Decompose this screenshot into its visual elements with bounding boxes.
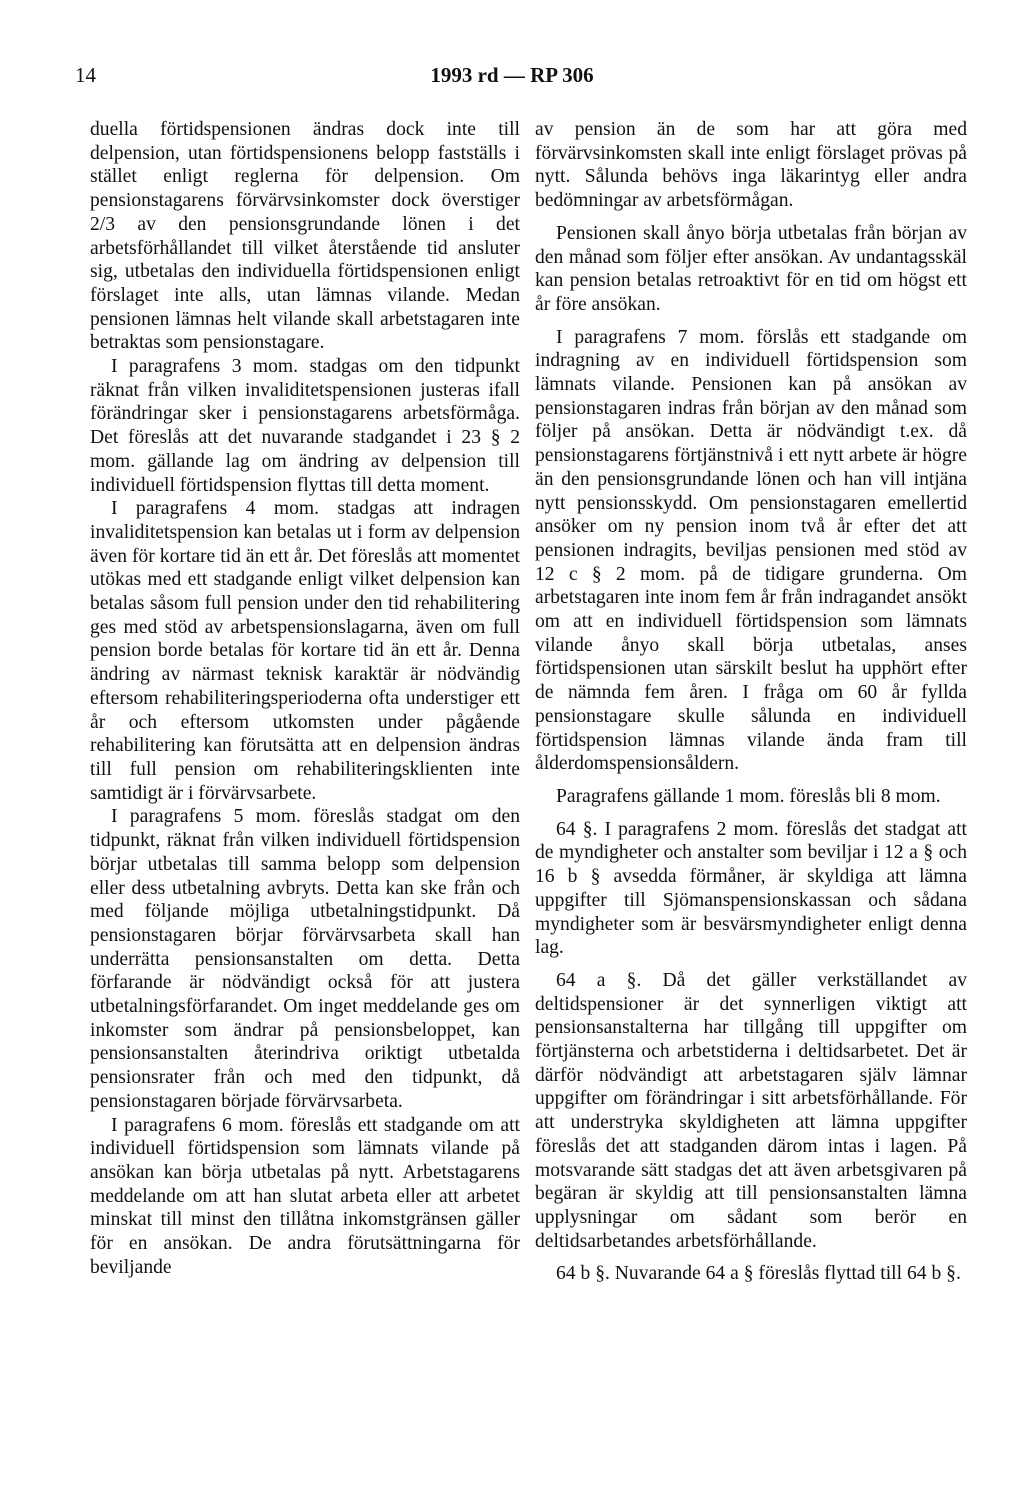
paragraph: 64 §. I paragrafens 2 mom. föreslås det stadgat att de myndigheter och anstalter som beviljar i 12 a § och 16 b § avsedda förmåner, är skyldiga att lämna uppgifter till Sjömanspensionskassan och sådana myndigheter som är besvärsmyndigheter enligt denna lag. [535, 818, 967, 959]
paragraph: I paragrafens 4 mom. stadgas att indragen invaliditetspension kan betalas ut i form av delpension även för kortare tid än ett år. Det föreslås att momentet utökas med ett stadgande enligt vilket delpension kan betalas såsom full pension under den tid rehabilitering ges med stöd av arbetspensionslagarna, även om full pension borde betalas för kortare tid än ett år. Denna ändring av närmast teknisk karaktär är nödvändig eftersom rehabiliteringsperioderna ofta understiger ett år och eftersom utkomsten under pågående rehabilitering kan förutsätta att en delpension ändras till full pension om rehabiliteringsklienten inte samtidigt är i förvärvsarbete. [90, 498, 520, 804]
paragraph: Paragrafens gällande 1 mom. föreslås bli 8 mom. [556, 785, 941, 807]
page-header [75, 63, 949, 93]
paragraph: I paragrafens 5 mom. föreslås stadgat om den tidpunkt, räknat från vilken individuell förtidspension börjar utbetalas till samma belopp som delpension eller dess utbetalning avbryts. Detta kan ske från och med följande möjliga utbetalningstidpunkt. Då pensionstagaren börjar förvärvsarbeta skall han underrätta pensionsanstalten om detta. Detta förfarande är nödvändigt också för att justera utbetalningsförfarandet. Om inget meddelande ges om inkomster som ändrar på pensionsbeloppet, kan pensionsanstalten återindriva oriktigt utbetalda pensionsrater från och med den tidpunkt, då pensionstagaren började förvärvsarbeta. [90, 806, 520, 1112]
paragraph: Pensionen skall ånyo börja utbetalas från början av den månad som följer efter ansökan. Av undantagsskäl kan pension betalas retroaktivt för en tid om högst ett år före ansökan. [535, 222, 967, 315]
paragraph: av pension än de som har att göra med förvärvsinkomsten skall inte enligt förslaget prövas på nytt. Sålunda behövs inga läkarintyg eller andra bedömningar av arbetsförmågan. [535, 119, 967, 212]
paragraph: I paragrafens 3 mom. stadgas om den tidpunkt räknat från vilken invaliditetspensionen justeras ifall förändringar sker i pensionstagarens arbetsförmåga. Det föreslås att det nuvarande stadgandet i 23 § 2 mom. gällande lag om ändring av delpension till individuell förtidspension flyttas till detta moment. [90, 356, 520, 496]
right-column [535, 118, 967, 1286]
document-title: 1993 rd — RP 306 [430, 63, 594, 87]
paragraph: duella förtidspensionen ändras dock inte till delpension, utan förtidspensionens belopp fastställs i stället enligt reglerna för delpension. Om pensionstagarens förvärvsinkomster dock överstiger 2/3 av den pensionsgrundande lönen i det arbetsförhållandet till vilket återstående tid ansluter sig, utbetalas den individuella förtidspensionen enligt förslaget inte alls, utan lämnas vilande. Medan pensionen lämnas helt vilande skall arbetstagaren inte betraktas som pensionstagare. [90, 119, 520, 354]
paragraph: 64 a §. Då det gäller verkställandet av deltidspensioner är det synnerligen viktigt att pensionsanstalterna har tillgång till uppgifter om förtjänsterna och arbetstiderna i deltidsarbetet. Det är därför nödvändigt att arbetstagaren själv lämnar uppgifter om förändringar i sitt arbetsförhållande. För att understryka skyldigheten att lämna uppgifter föreslås det att stadganden därom intas i lagen. På motsvarande sätt stadgas det att även arbetsgivaren på begäran är skyldig att till pensionsanstalten lämna upplysningar om sådant som berör en deltidsarbetandes arbetsförhållande. [535, 969, 967, 1252]
left-column [90, 118, 520, 1279]
paragraph: I paragrafens 6 mom. föreslås ett stadgande om att individuell förtidspension som lämnats vilande på ansökan kan börja utbetalas på nytt. Arbetstagarens meddelande om att han slutat arbeta eller att arbetet minskat till minst den tillåtna inkomstgränsen gäller för en ansökan. De andra förutsättningarna för beviljande [90, 1114, 520, 1278]
page-number: 14 [75, 63, 96, 87]
paragraph: I paragrafens 7 mom. förslås ett stadgande om indragning av en individuell förtidspension som lämnats vilande. Pensionen kan på ansökan av pensionstagaren indras från början av den månad som följer på ansökan. Detta är nödvändigt t.ex. då pensionstagarens förtjänstnivå i ett nytt arbete är högre än den pensionsgrundande lönen och han vill intjäna nytt pensionsskydd. Om pensionstagaren emellertid ansöker om ny pension inom två år efter det att pensionen indragits, beviljas pensionen med stöd av 12 c § 2 mom. på de tidigare grunderna. Om arbetstagaren inte inom fem år från indragandet ansökt om att en individuell förtidspension som lämnats vilande ånyo skall börja utbetalas, anses förtidspensionen utan särskilt beslut ha upphört efter de nämnda fem åren. I fråga om 60 år fyllda pensionstagare skulle sålunda en individuell förtidspension lämnas vilande ända fram till ålderdomspensionsåldern. [535, 326, 967, 775]
paragraph: 64 b §. Nuvarande 64 a § föreslås flyttad till 64 b §. [556, 1263, 961, 1285]
